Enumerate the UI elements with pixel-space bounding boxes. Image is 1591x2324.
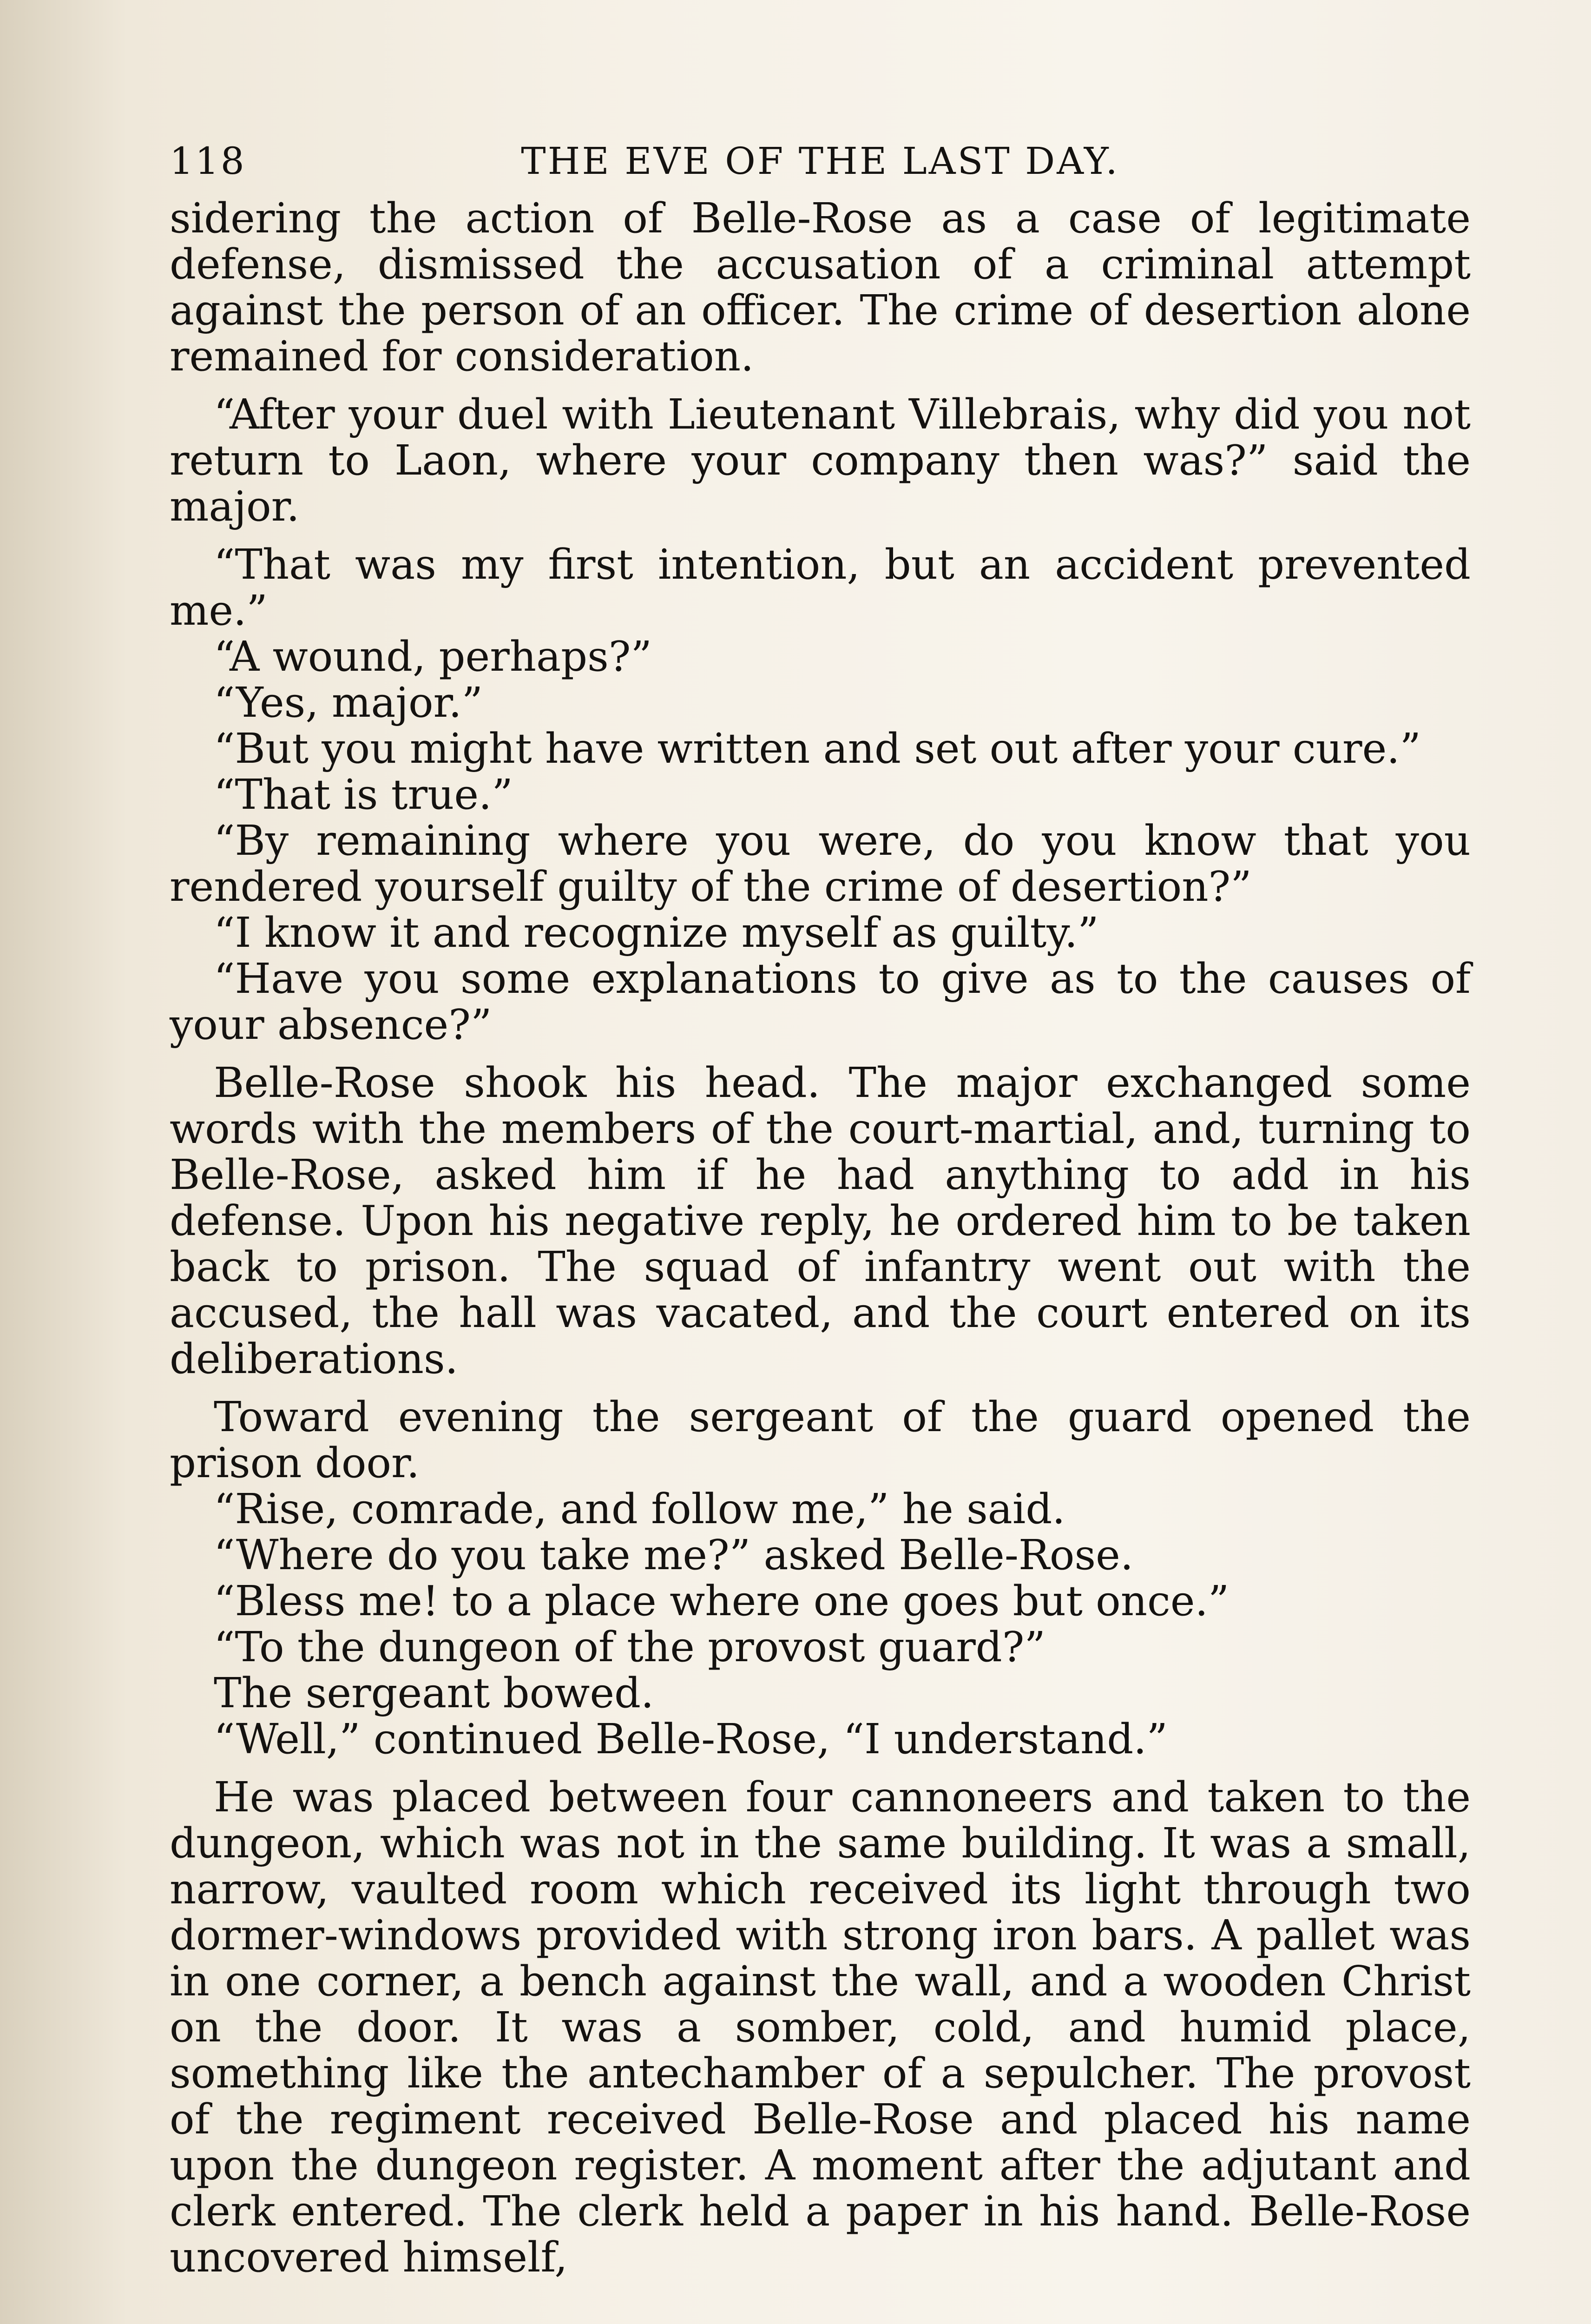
page-number: 118 (170, 139, 246, 183)
body-text (170, 195, 1471, 2280)
paragraph: “A wound, perhaps?” (214, 632, 652, 680)
running-head (170, 139, 1471, 195)
paragraph: Belle-Rose shook his head. The major exchanged some words with the members of the court-martial, and, turning to Belle-Rose, asked him if he had anything to add in his defense. Upon his negative reply, he ordered him to be taken back to prison. The squad of infantry went out with the accused, the hall was vacated, and the court entered on its deliberations. (170, 1058, 1471, 1383)
running-title: THE EVE OF THE LAST DAY. (521, 139, 1119, 183)
paragraph: “Well,” continued Belle-Rose, “I understand.” (214, 1715, 1168, 1763)
paragraph: “I know it and recognize myself as guilty.” (214, 908, 1099, 957)
paragraph: “Where do you take me?” asked Belle-Rose. (214, 1531, 1134, 1579)
paragraph: “To the dungeon of the provost guard?” (214, 1623, 1045, 1671)
paragraph: “Rise, comrade, and follow me,” he said. (214, 1485, 1065, 1533)
paragraph: “That is true.” (214, 770, 513, 819)
paragraph: “That was my first intention, but an accident prevented me.” (170, 540, 1471, 634)
paragraph: “Have you some explanations to give as to the causes of your absence?” (170, 954, 1471, 1049)
paragraph: “But you might have written and set out after your cure.” (214, 724, 1421, 772)
book-page (170, 139, 1471, 2280)
paragraph: sidering the action of Belle-Rose as a case of legitimate defense, dismissed the accusation of a criminal attempt against the person of an officer. The crime of desertion alone remained for consideration. (170, 194, 1471, 380)
paragraph: “Bless me! to a place where one goes but once.” (214, 1577, 1229, 1625)
paragraph: “After your duel with Lieutenant Villebrais, why did you not return to Laon, where your company then was?” said the major. (170, 390, 1471, 530)
paragraph: “By remaining where you were, do you know that you rendered yourself guilty of the crime of desertion?” (170, 816, 1471, 911)
paragraph: “Yes, major.” (214, 678, 483, 726)
paragraph: Toward evening the sergeant of the guard opened the prison door. (170, 1393, 1471, 1487)
paragraph: The sergeant bowed. (214, 1669, 654, 1717)
paragraph: He was placed between four cannoneers and taken to the dungeon, which was not in the same building. It was a small, narrow, vaulted room which received its light through two dormer-windows provided with strong iron bars. A pallet was in one corner, a bench against the wall, and a wooden Christ on the door. It was a somber, cold, and humid place, something like the antechamber of a sepulcher. The provost of the regiment received Belle-Rose and placed his name upon the dungeon register. A moment after the adjutant and clerk entered. The clerk held a paper in his hand. Belle-Rose uncovered himself, (170, 1773, 1471, 2281)
